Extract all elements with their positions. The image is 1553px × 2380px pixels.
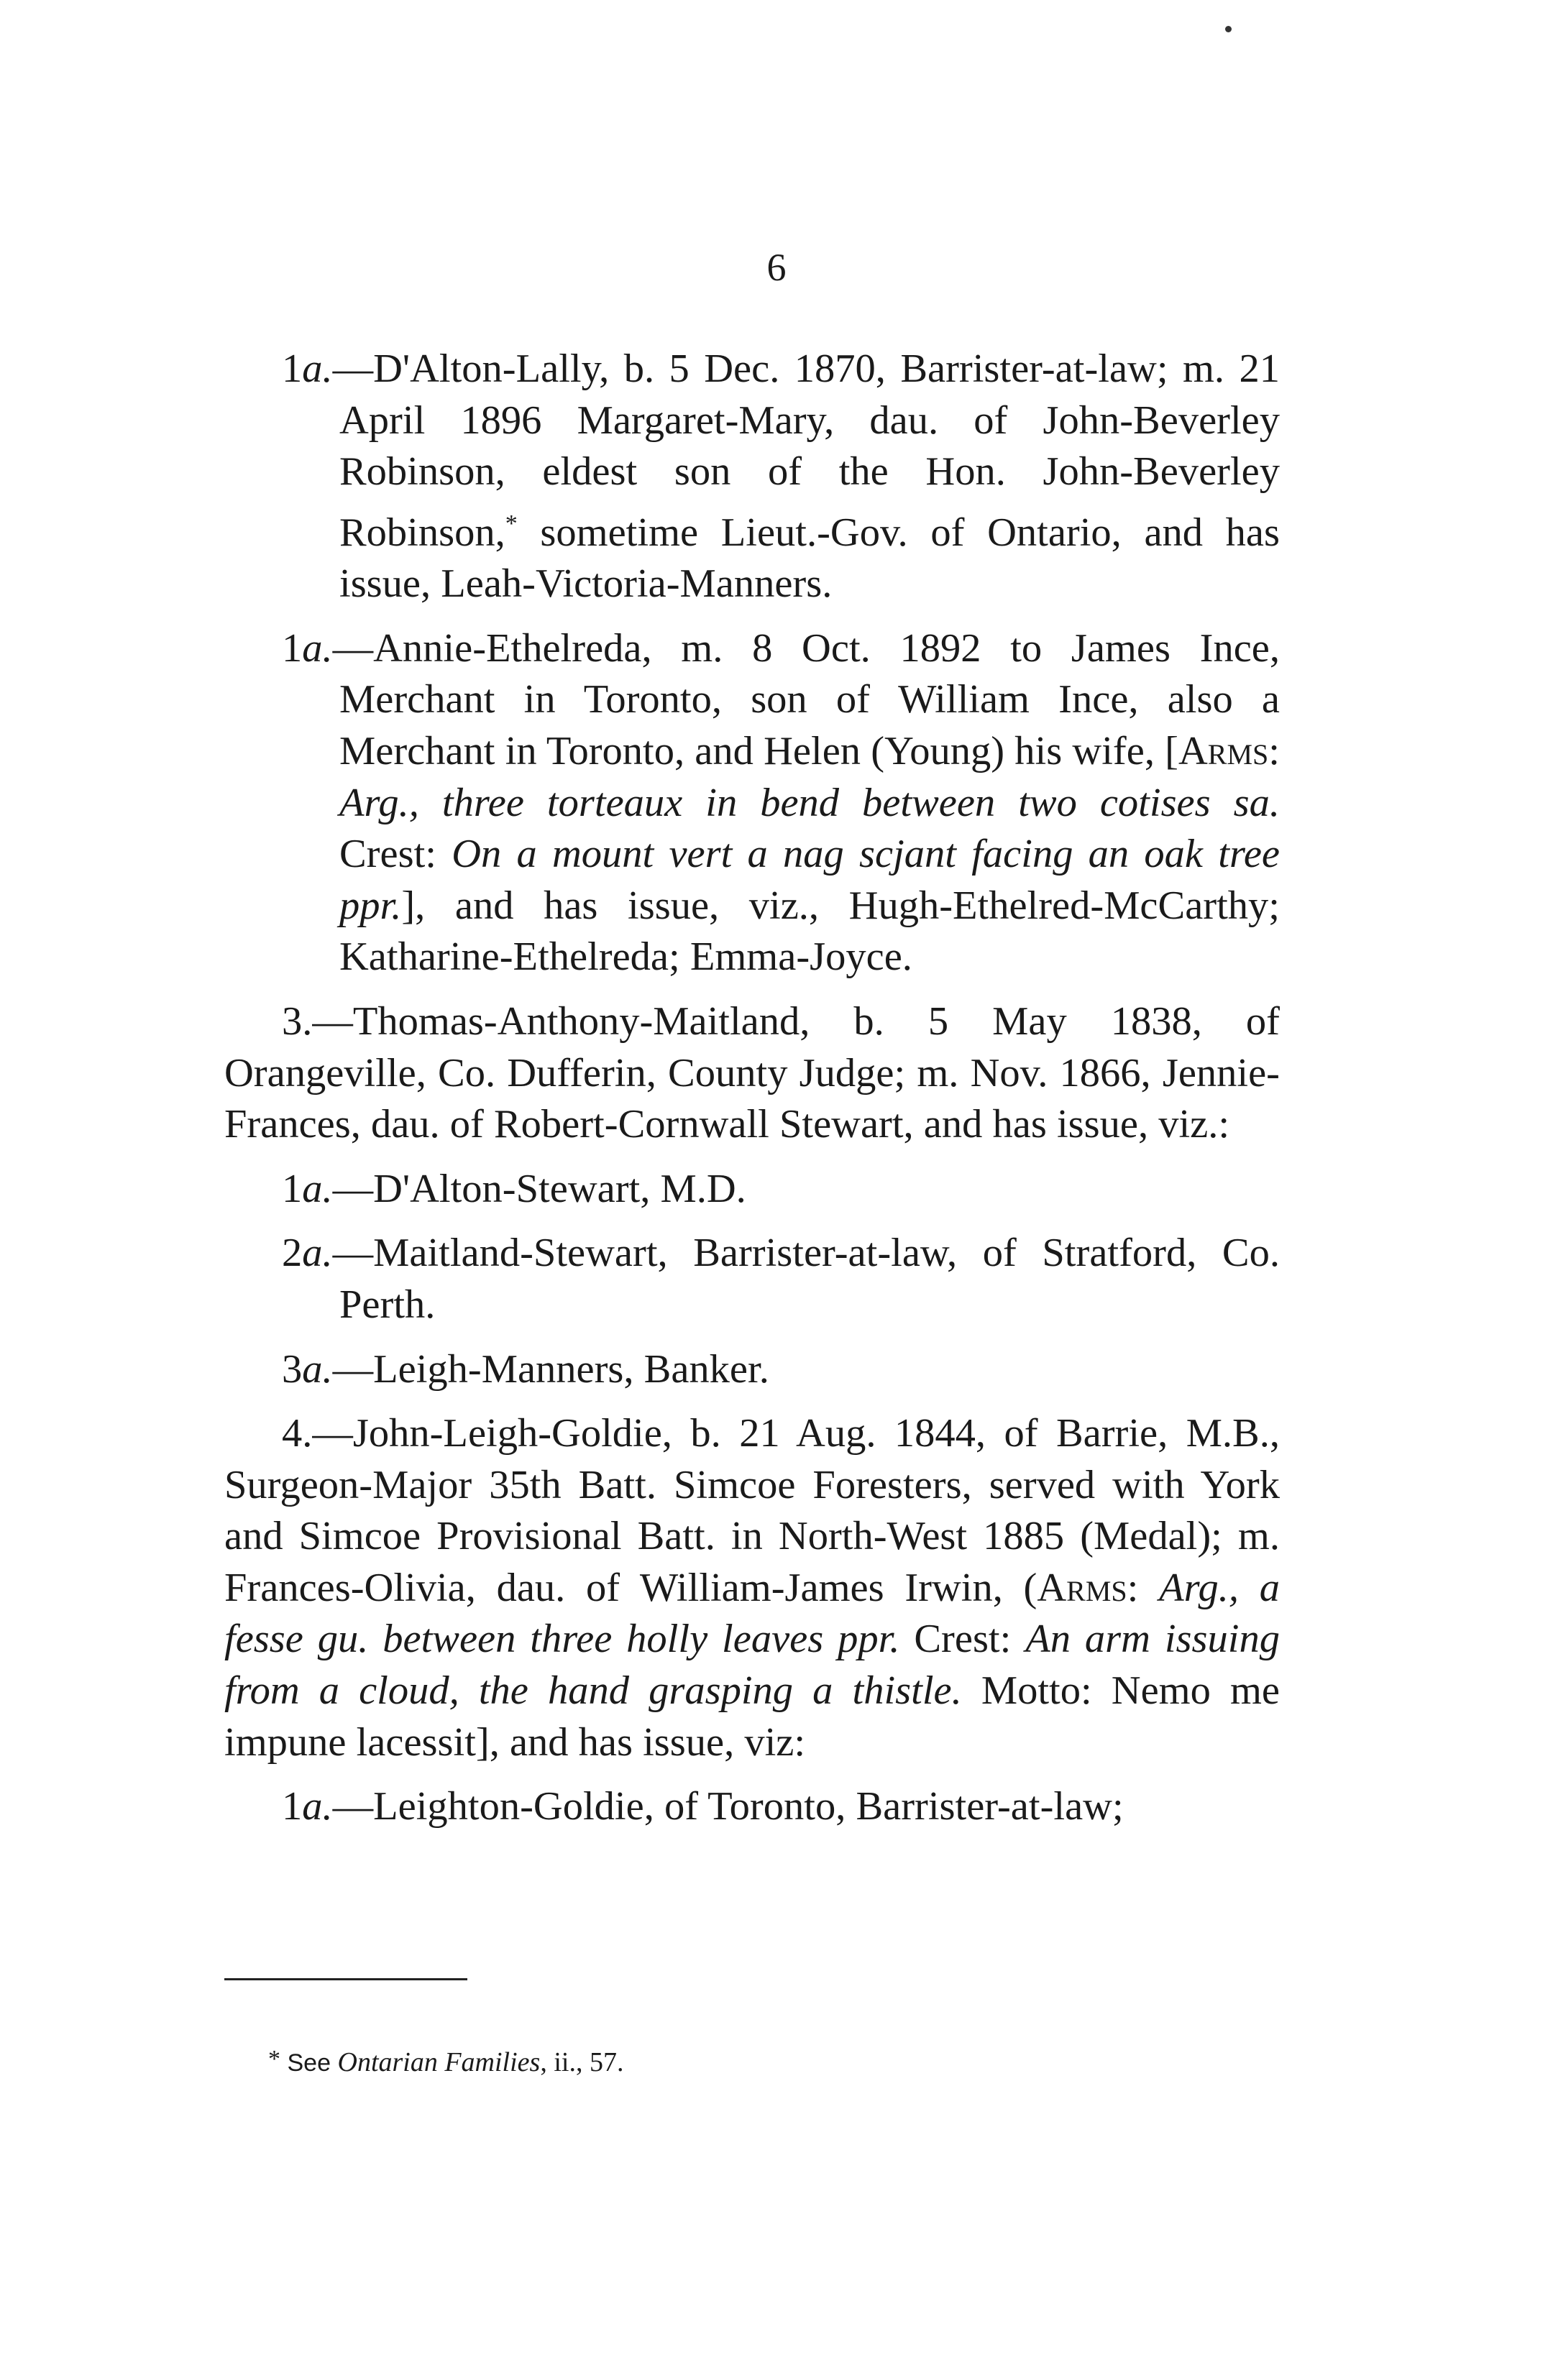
entry-maitland-stewart bbox=[224, 1228, 1280, 1331]
motto-label: Motto: bbox=[961, 1668, 1112, 1714]
footnote-marker: * bbox=[505, 510, 518, 537]
entry-john-leigh-goldie bbox=[224, 1408, 1280, 1768]
entry-text-cont: ], and has issue, viz., Hugh-Ethelred-McCarthy; Katharine-Ethelreda; Emma-Joyce. bbox=[339, 883, 1280, 980]
entry-text: —Leighton-Goldie, of Toronto, Barrister-at-law; bbox=[332, 1784, 1124, 1829]
entry-text: —Maitland-Stewart, Barrister-at-law, of Stratford, Co. Perth. bbox=[332, 1231, 1280, 1327]
entry-number: 3 bbox=[282, 1346, 303, 1392]
entry-leigh-manners bbox=[224, 1344, 1280, 1396]
footnote-rule bbox=[224, 1978, 467, 1980]
entry-number: 1 bbox=[282, 1784, 303, 1829]
footnote bbox=[268, 2047, 623, 2076]
entry-leighton-goldie bbox=[224, 1781, 1280, 1833]
footnote-star: * bbox=[268, 2046, 280, 2072]
entry-text: —D'Alton-Stewart, M.D. bbox=[332, 1166, 746, 1211]
entry-dalton-lally bbox=[224, 344, 1280, 610]
entry-letter: a. bbox=[302, 1231, 333, 1276]
entry-letter: a. bbox=[302, 625, 333, 671]
entry-number: 1 bbox=[282, 625, 303, 671]
entry-text: —D'Alton-Lally, b. 5 Dec. 1870, Barrister-at-law; m. 21 April 1896 Margaret-Mary, dau. of John-Beverley Robinson, eldest son of the Hon. John-Beverley Robinson, bbox=[332, 346, 1280, 555]
arms-colon: : bbox=[1127, 1565, 1160, 1610]
entry-number: 1 bbox=[282, 346, 303, 391]
crest-label: Crest: bbox=[339, 832, 452, 877]
arms-blazon: Arg., three torteaux in bend between two cotises sa. bbox=[339, 780, 1280, 825]
entry-letter: a. bbox=[302, 1166, 333, 1211]
entry-thomas-anthony-maitland: 3.—Thomas-Anthony-Maitland, b. 5 May 1838, of Orangeville, Co. Dufferin, County Judge; m. Nov. 1866, Jennie-Frances, dau. of Robert-Cornwall Stewart, and has issue, viz.: bbox=[224, 998, 1280, 1147]
entry-letter: a. bbox=[302, 346, 333, 391]
entry-letter: a. bbox=[302, 1784, 333, 1829]
footnote-see: See bbox=[287, 2049, 331, 2077]
entry-text: —Leigh-Manners, Banker. bbox=[332, 1346, 769, 1392]
entry-text-cont: ], and has issue, viz: bbox=[475, 1719, 806, 1765]
footnote-ref: , ii., 57. bbox=[540, 2047, 624, 2077]
entry-annie-ethelreda bbox=[224, 623, 1280, 983]
entry-letter: a. bbox=[302, 1346, 333, 1392]
crest-blazon: On a mount vert a nag scjant facing an oak tree ppr. bbox=[339, 832, 1280, 928]
entry-dalton-stewart bbox=[224, 1164, 1280, 1216]
entry-text: —Annie-Ethelreda, m. 8 Oct. 1892 to James Ince, Merchant in Toronto, son of William Ince, also a Merchant in Toronto, and Helen (Young) his wife, [ bbox=[332, 625, 1280, 773]
arms-label: Arms bbox=[1037, 1565, 1127, 1610]
entry-text-cont: sometime Lieut.-Gov. of Ontario, and has issue, Leah-Victoria-Manners. bbox=[339, 510, 1280, 607]
entry-number: 1 bbox=[282, 1166, 303, 1211]
motto-text: Nemo me impune lacessit bbox=[224, 1668, 1280, 1765]
page-number: 6 bbox=[766, 246, 787, 289]
crest-blazon: An arm issuing from a cloud, the hand grasping a thistle. bbox=[224, 1617, 1280, 1714]
main-text bbox=[224, 344, 1280, 1833]
arms-label: Arms bbox=[1178, 728, 1269, 773]
print-speck bbox=[1225, 26, 1232, 32]
arms-blazon: Arg., a fesse gu. between three holly leaves ppr. bbox=[224, 1565, 1280, 1662]
arms-colon: : bbox=[1268, 728, 1280, 773]
entry-text: 4.—John-Leigh-Goldie, b. 21 Aug. 1844, of Barrie, M.B., Surgeon-Major 35th Batt. Simcoe Foresters, served with York and Simcoe Provisional Batt. in North-West 1885 (Medal); m. Frances-Olivia, dau. of William-James Irwin, ( bbox=[224, 1411, 1280, 1610]
footnote-title: Ontarian Families bbox=[337, 2047, 541, 2077]
crest-label: Crest: bbox=[899, 1617, 1026, 1662]
entry-number: 2 bbox=[282, 1231, 303, 1276]
